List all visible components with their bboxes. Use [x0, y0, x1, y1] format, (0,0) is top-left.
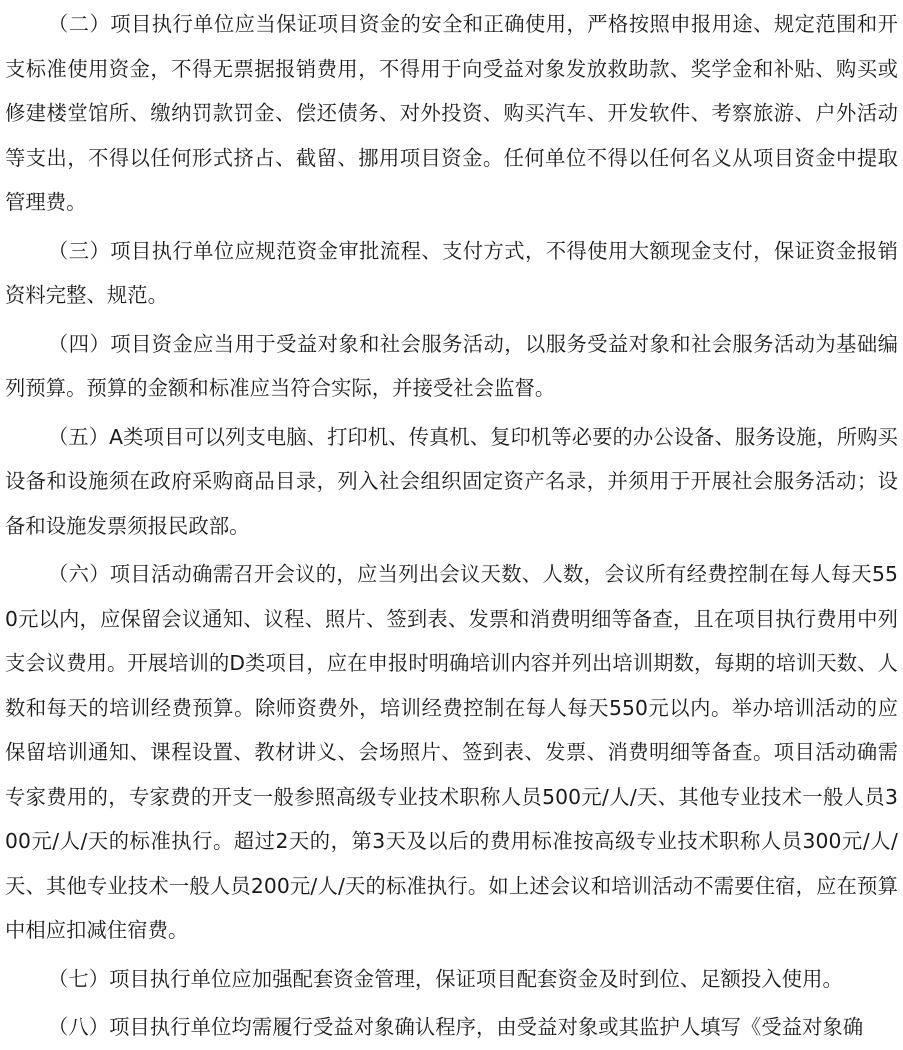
paragraph-2: （二）项目执行单位应当保证项目资金的安全和正确使用，严格按照申报用途、规定范围和开支标准使用资金，不得无票据报销费用，不得用于向受益对象发放救助款、奖学金和补贴、购买或修建楼堂馆所、缴纳罚款罚金、偿还债务、对外投资、购买汽车、开发软件、考察旅游、户外活动等支出，不得以任何形式挤占、截留、挪用项目资金。任何单位不得以任何名义从项目资金中提取管理费。: [5, 12, 898, 214]
document-body: [5, 2, 898, 1050]
paragraph-4: （四）项目资金应当用于受益对象和社会服务活动，以服务受益对象和社会服务活动为基础编列预算。预算的金额和标准应当符合实际，并接受社会监督。: [5, 331, 898, 400]
paragraph-5: （五）A类项目可以列支电脑、打印机、传真机、复印机等必要的办公设备、服务设施，所购买设备和设施须在政府采购商品目录，列入社会组织固定资产名录，并须用于开展社会服务活动；设备和设施发票须报民政部。: [5, 424, 898, 538]
paragraph-8: （八）项目执行单位均需履行受益对象确认程序，由受益对象或其监护人填写《受益对象确: [48, 1015, 864, 1039]
paragraph-3: （三）项目执行单位应规范资金审批流程、支付方式，不得使用大额现金支付，保证资金报销资料完整、规范。: [5, 238, 898, 307]
paragraph-7: （七）项目执行单位应加强配套资金管理，保证项目配套资金及时到位、足额投入使用。: [48, 966, 843, 991]
paragraph-6: （六）项目活动确需召开会议的，应当列出会议天数、人数，会议所有经费控制在每人每天550元以内，应保留会议通知、议程、照片、签到表、发票和消费明细等备查，且在项目执行费用中列支会议费用。开展培训的D类项目，应在申报时明确培训内容并列出培训期数，每期的培训天数、人数和每天的培训经费预算。除师资费外，培训经费控制在每人每天550元以内。举办培训活动的应保留培训通知、课程设置、教材讲义、会场照片、签到表、发票、消费明细等备查。项目活动确需专家费用的，专家费的开支一般参照高级专业技术职称人员500元/人/天、其他专业技术一般人员300元/人/天的标准执行。超过2天的，第3天及以后的费用标准按高级专业技术职称人员300元/人/天、其他专业技术一般人员200元/人/天的标准执行。如上述会议和培训活动不需要住宿，应在预算中相应扣减住宿费。: [5, 562, 898, 942]
